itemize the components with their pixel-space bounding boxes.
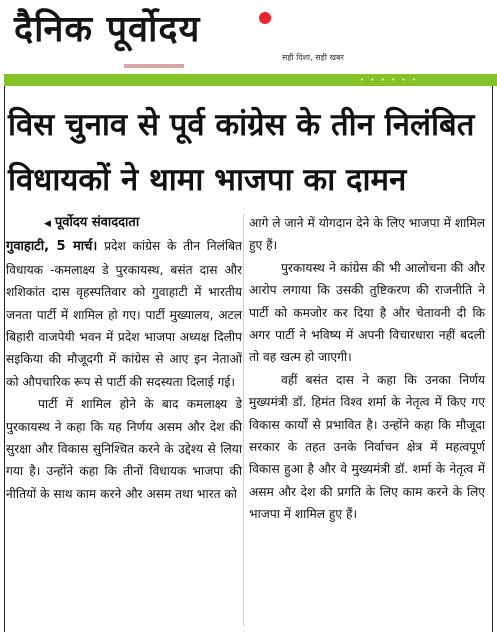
paragraph-1-text: प्रदेश कांग्रेस के तीन निलंबित विधायक -कमलाक्ष्य डे पुरकायस्थ, बसंत दास और शशिकांत दास वृहस्पतिवार को गुवाहाटी में भारतीय जनता पार्टी में शामिल हो गए। पार्टी मुख्यालय, अटल बिहारी वाजपेयी भवन में प्रदेश भाजपा अध्यक्ष दिलीप सइकिया की मौजूदगी में कांग्रेस से आए इन नेताओं को औपचारिक रूप से पार्टी की सदस्यता दिलाई गई।	[6, 239, 243, 389]
newspaper-logo: दैनिक पूर्वोदय	[14, 9, 201, 50]
headline-line-1: विस चुनाव से पूर्व कांग्रेस के तीन निलंबित	[8, 107, 475, 143]
byline-text: पूर्वोदय संवाददाता	[54, 215, 140, 230]
column-divider	[243, 214, 244, 626]
masthead-tagline: सही दिशा, सही खबर	[282, 53, 344, 62]
byline-arrow-icon: ◀	[44, 219, 51, 229]
masthead	[0, 0, 497, 74]
article-headline	[8, 98, 490, 208]
article-paragraph-4: पुरकायस्थ ने कांग्रेस की भी आलोचना की और आरोप लगाया कि उसकी तुष्टिकरण की राजनीति ने पार्टी को कमजोर कर दिया है और चेतावनी दी कि अगर पार्टी ने भविष्य में अपनी विचारधारा नहीं बदली तो वह खत्म हो जाएगी।	[249, 260, 485, 365]
decorative-dots: • • • • • •	[360, 76, 418, 84]
masthead-underline	[124, 64, 184, 68]
article-column-left	[6, 212, 242, 505]
dateline: गुवाहाटी, 5 मार्च।	[6, 239, 98, 255]
article-paragraph-2: पार्टी में शामिल होने के बाद कमलाक्ष्य डे पुरकायस्थ ने कहा कि यह निर्णय असम और देश की सुरक्षा और विकास सुनिश्चित करने के उद्देश्य से लिया गया है। उन्होंने कहा कि तीनों विधायक भाजपा की नीतियों के साथ काम करने और असम तथा भारत को	[6, 397, 242, 501]
article-paragraph-1	[6, 235, 242, 393]
byline	[6, 212, 242, 235]
article-paragraph-3: आगे ले जाने में योगदान देने के लिए भाजपा में शामिल हुए हैं।	[249, 216, 485, 253]
article-column-right	[249, 212, 485, 526]
header-divider-bar	[4, 74, 497, 86]
logo-dot-icon	[259, 12, 271, 24]
article-paragraph-5: वहीं बसंत दास ने कहा कि उनका निर्णय मुख्यमंत्री डॉ. हिमंत विश्व शर्मा के नेतृत्व में किए गए विकास कार्यों से प्रभावित है। उन्होंने कहा कि मौजूदा सरकार के तहत उनके निर्वाचन क्षेत्र में महत्वपूर्ण विकास हुआ है और वे मुख्यमंत्री डॉ. शर्मा के नेतृत्व में असम और देश की प्रगति के लिए काम करने के लिए भाजपा में शामिल हुए हैं।	[249, 372, 485, 522]
headline-line-2: विधायकों ने थामा भाजपा का दामन	[8, 162, 407, 198]
